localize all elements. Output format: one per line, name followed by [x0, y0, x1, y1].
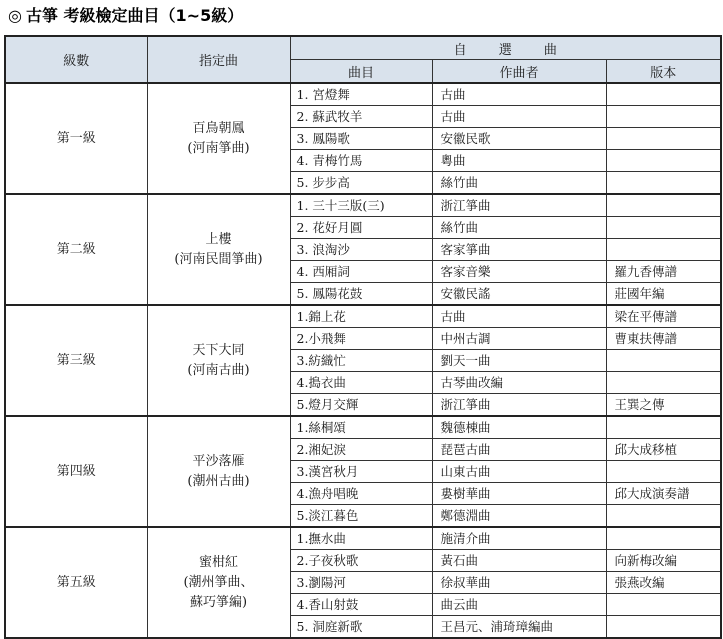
elective-version: 羅九香傳譜 [606, 261, 721, 283]
grade-group [5, 416, 721, 527]
elective-composer: 曲云曲 [432, 594, 606, 616]
table-row [5, 305, 721, 328]
elective-composer: 鄭德淵曲 [432, 505, 606, 528]
page-title-text: 古箏 考級檢定曲目（1~5級） [25, 6, 244, 25]
elective-song: 5. 鳳陽花鼓 [290, 283, 432, 306]
grade-level: 第二級 [5, 194, 147, 305]
elective-version: 邱大成移植 [606, 439, 721, 461]
elective-composer: 客家音樂 [432, 261, 606, 283]
required-piece-title: 天下大同 [192, 342, 245, 358]
elective-version [606, 527, 721, 550]
elective-version [606, 106, 721, 128]
grade-level: 第一級 [5, 83, 147, 194]
page-title [8, 4, 243, 28]
elective-composer: 山東古曲 [432, 461, 606, 483]
elective-song: 2.子夜秋歌 [290, 550, 432, 572]
elective-composer: 絲竹曲 [432, 172, 606, 195]
elective-version: 梁在平傳譜 [606, 305, 721, 328]
elective-song: 2. 花好月圓 [290, 217, 432, 239]
required-piece [147, 527, 290, 638]
elective-version [606, 594, 721, 616]
grade-group [5, 527, 721, 638]
elective-song: 3.漢宮秋月 [290, 461, 432, 483]
elective-composer: 王昌元、浦琦璋編曲 [432, 616, 606, 639]
elective-song: 1. 宮燈舞 [290, 83, 432, 106]
elective-song: 3.瀏陽河 [290, 572, 432, 594]
elective-composer: 粵曲 [432, 150, 606, 172]
header-song: 曲目 [290, 60, 432, 84]
elective-song: 1.錦上花 [290, 305, 432, 328]
required-piece-origin: (河南民間箏曲) [174, 251, 263, 267]
elective-version [606, 172, 721, 195]
required-piece [147, 305, 290, 416]
header-piece: 指定曲 [147, 36, 290, 83]
required-piece [147, 416, 290, 527]
elective-version [606, 194, 721, 217]
elective-version [606, 372, 721, 394]
elective-song: 5. 洞庭新歌 [290, 616, 432, 639]
elective-composer: 婁樹華曲 [432, 483, 606, 505]
grade-level: 第五級 [5, 527, 147, 638]
elective-composer: 魏德棟曲 [432, 416, 606, 439]
elective-song: 5. 步步高 [290, 172, 432, 195]
elective-composer: 古曲 [432, 305, 606, 328]
table-row [5, 194, 721, 217]
elective-song: 3. 浪淘沙 [290, 239, 432, 261]
elective-version [606, 461, 721, 483]
grade-group [5, 83, 721, 194]
required-piece [147, 194, 290, 305]
elective-song: 3.紡織忙 [290, 350, 432, 372]
required-piece-title: 上樓 [205, 231, 232, 247]
elective-song: 2.小飛舞 [290, 328, 432, 350]
elective-version: 曹東扶傳譜 [606, 328, 721, 350]
elective-version: 張燕改編 [606, 572, 721, 594]
elective-song: 1.撫水曲 [290, 527, 432, 550]
elective-composer: 徐叔華曲 [432, 572, 606, 594]
elective-song: 5.燈月交輝 [290, 394, 432, 417]
elective-version [606, 239, 721, 261]
elective-version [606, 416, 721, 439]
elective-song: 2.湘妃淚 [290, 439, 432, 461]
required-piece-origin: (潮州古曲) [187, 473, 250, 489]
elective-composer: 琵琶古曲 [432, 439, 606, 461]
grade-level: 第三級 [5, 305, 147, 416]
elective-composer: 施清介曲 [432, 527, 606, 550]
required-piece-title: 蜜柑紅 [198, 554, 238, 570]
header-composer: 作曲者 [432, 60, 606, 84]
table-row [5, 83, 721, 106]
elective-version [606, 128, 721, 150]
elective-composer: 絲竹曲 [432, 217, 606, 239]
elective-song: 1.絲桐頌 [290, 416, 432, 439]
table-row [5, 527, 721, 550]
required-piece [147, 83, 290, 194]
elective-song: 3. 鳳陽歌 [290, 128, 432, 150]
required-piece-origin: (潮州箏曲、 蘇巧箏編) [183, 574, 254, 610]
elective-composer: 古曲 [432, 106, 606, 128]
elective-version [606, 150, 721, 172]
elective-song: 1. 三十三版(三) [290, 194, 432, 217]
elective-version: 王巽之傳 [606, 394, 721, 417]
elective-song: 5.淡江暮色 [290, 505, 432, 528]
elective-version: 邱大成演奏譜 [606, 483, 721, 505]
elective-composer: 安徽民歌 [432, 128, 606, 150]
elective-composer: 黃石曲 [432, 550, 606, 572]
elective-song: 4.漁舟唱晚 [290, 483, 432, 505]
grade-group [5, 305, 721, 416]
elective-version [606, 505, 721, 528]
elective-composer: 中州古調 [432, 328, 606, 350]
elective-version [606, 217, 721, 239]
grade-group [5, 194, 721, 305]
header-elective-group: 自 選 曲 [290, 36, 721, 60]
elective-composer: 安徽民謠 [432, 283, 606, 306]
elective-version: 莊國年編 [606, 283, 721, 306]
required-piece-origin: (河南古曲) [187, 362, 250, 378]
table-header [5, 36, 721, 83]
elective-song: 4.搗衣曲 [290, 372, 432, 394]
elective-version [606, 83, 721, 106]
elective-song: 4. 西厢詞 [290, 261, 432, 283]
grade-level: 第四級 [5, 416, 147, 527]
elective-version [606, 350, 721, 372]
elective-song: 2. 蘇武牧羊 [290, 106, 432, 128]
elective-song: 4. 青梅竹馬 [290, 150, 432, 172]
elective-composer: 古琴曲改編 [432, 372, 606, 394]
header-version: 版本 [606, 60, 721, 84]
elective-composer: 古曲 [432, 83, 606, 106]
elective-composer: 客家箏曲 [432, 239, 606, 261]
elective-version [606, 616, 721, 639]
table-row [5, 416, 721, 439]
required-piece-origin: (河南箏曲) [187, 140, 250, 156]
repertoire-table [4, 35, 722, 639]
required-piece-title: 平沙落雁 [192, 453, 245, 469]
double-circle-icon: ◎ [8, 6, 22, 25]
required-piece-title: 百鳥朝鳳 [192, 120, 245, 136]
elective-song: 4.香山射鼓 [290, 594, 432, 616]
elective-composer: 浙江箏曲 [432, 394, 606, 417]
elective-composer: 劉天一曲 [432, 350, 606, 372]
elective-composer: 浙江箏曲 [432, 194, 606, 217]
elective-version: 向新梅改編 [606, 550, 721, 572]
header-level: 級數 [5, 36, 147, 83]
